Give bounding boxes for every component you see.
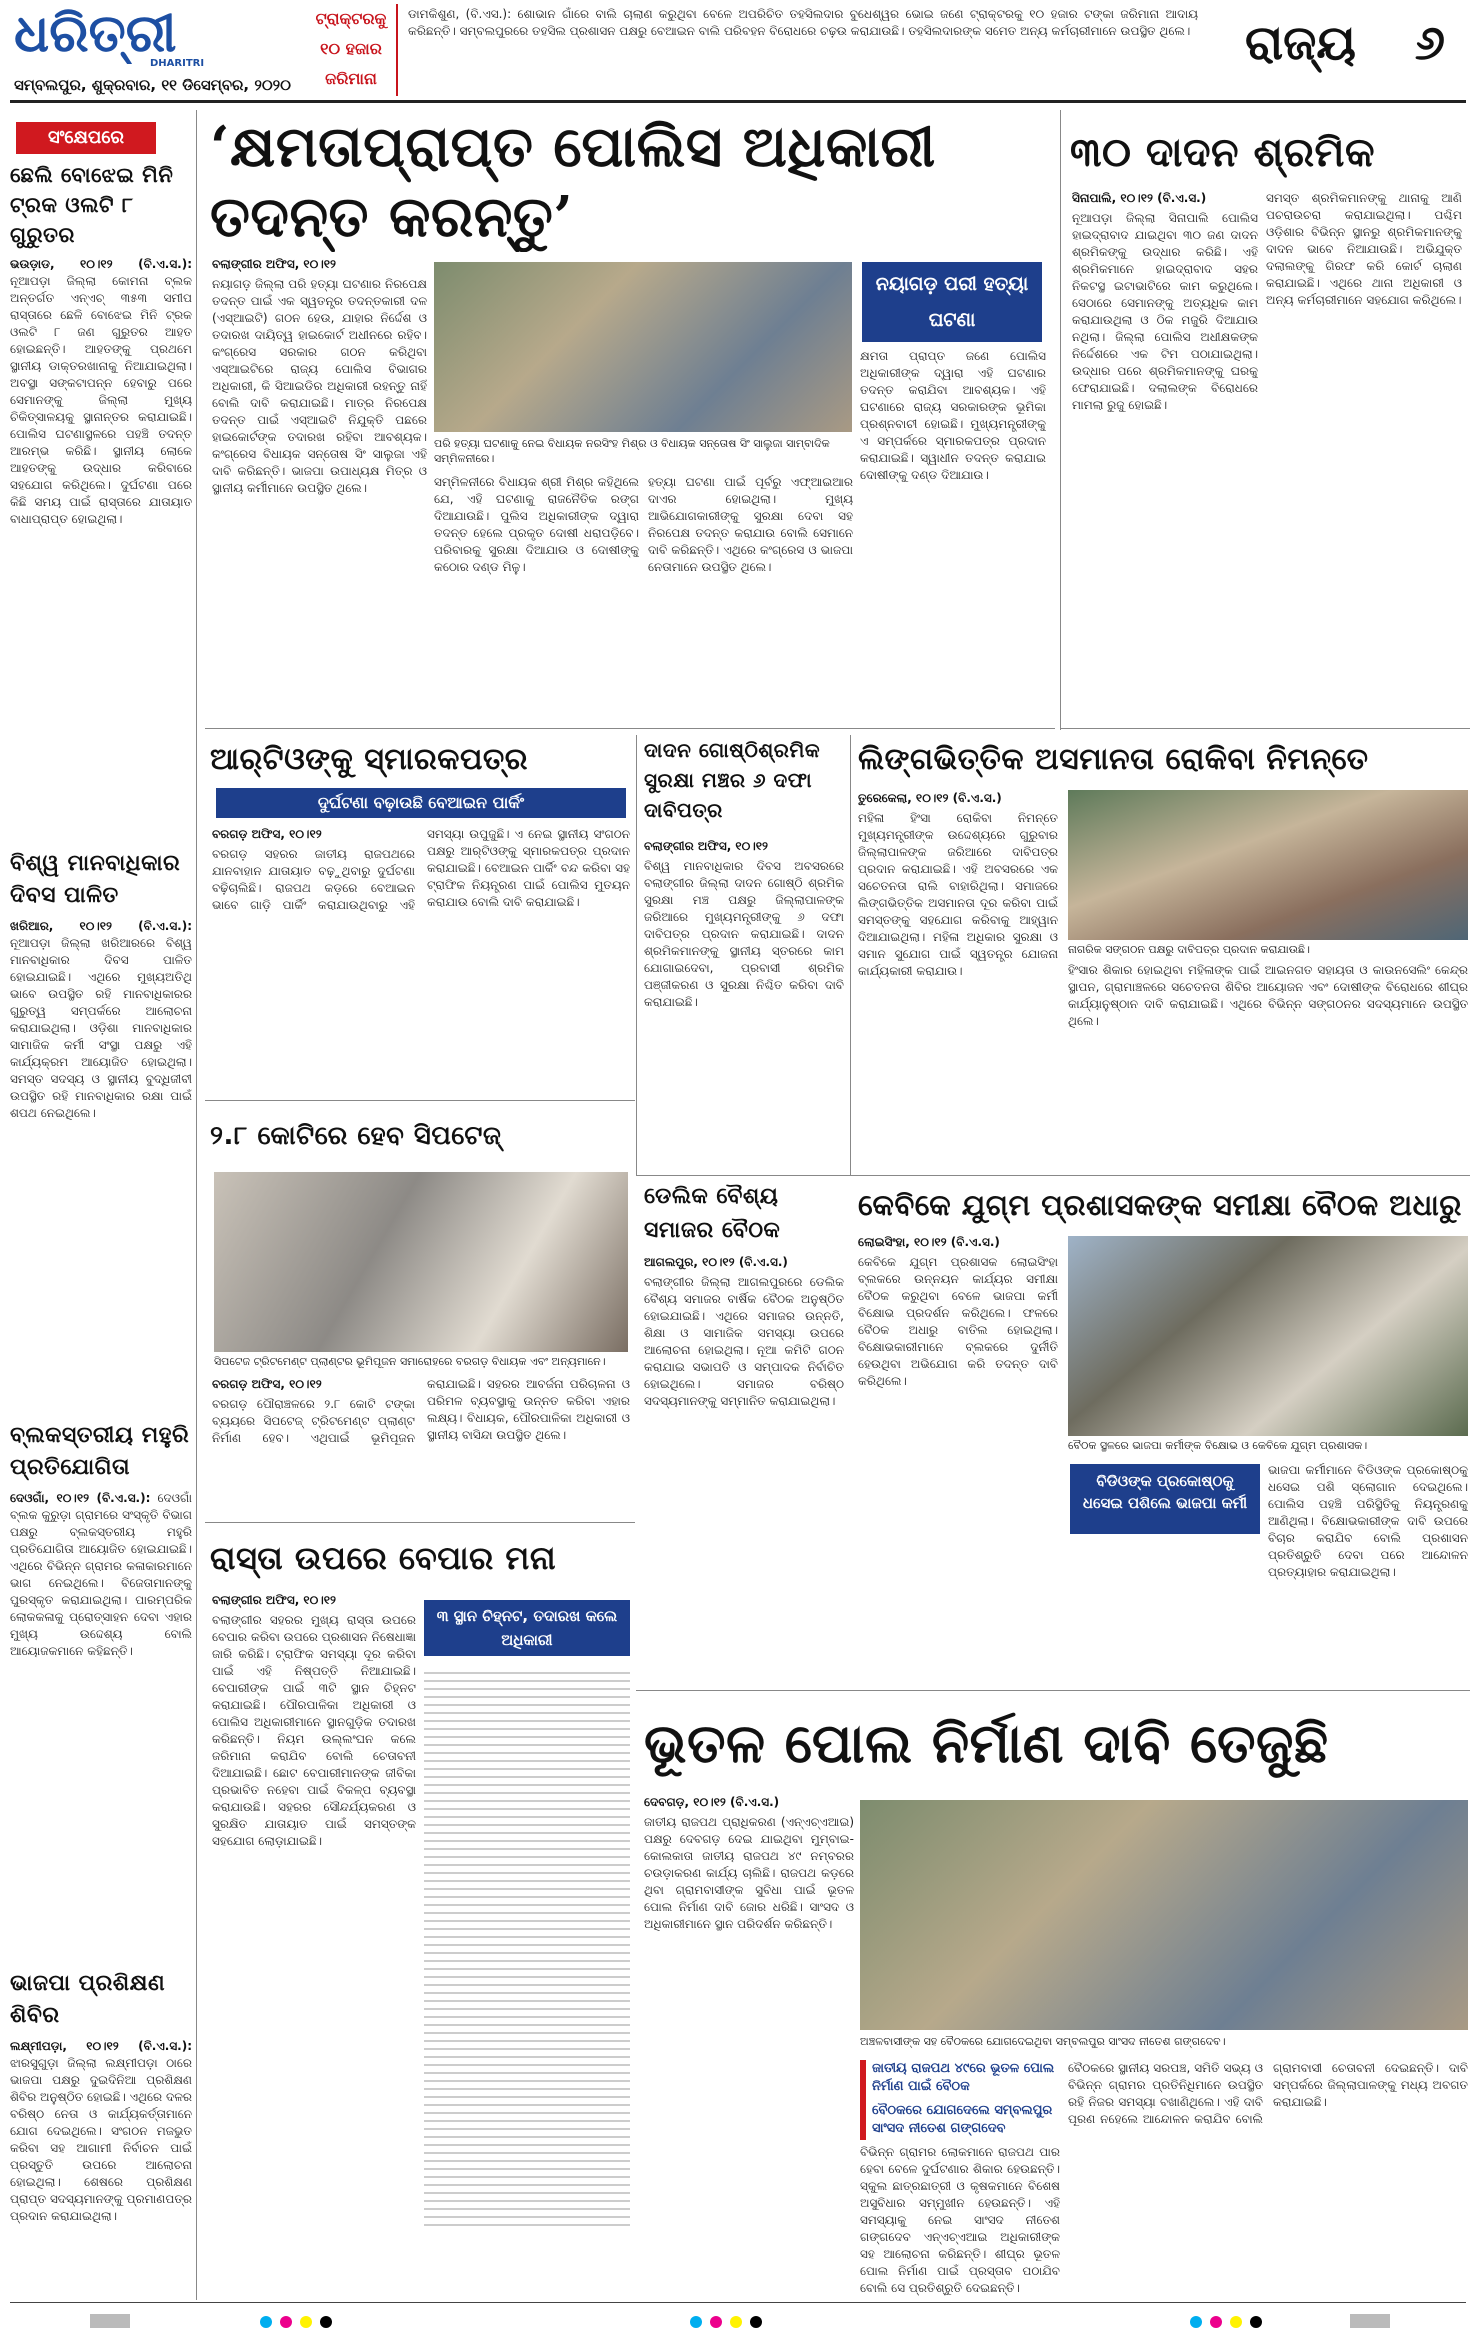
text-line — [424, 1808, 630, 1810]
text-line — [424, 1968, 630, 1970]
text-line — [424, 2152, 630, 2154]
footer-color-dots-1 — [260, 2314, 360, 2330]
vendor-col-1 — [212, 1592, 416, 2292]
text-line — [424, 2176, 630, 2178]
text-line — [424, 1944, 630, 1946]
text-line — [424, 1856, 630, 1858]
text-line — [424, 2136, 630, 2138]
text-line — [424, 1728, 630, 1730]
text-line — [424, 1744, 630, 1746]
logo — [14, 4, 244, 64]
text-line — [424, 2224, 630, 2226]
gender-headline: ଲିଙ୍ଗଭିତ୍ତିକ ଅସମାନତା ରୋକିବା ନିମନ୍ତେ — [858, 742, 1369, 777]
vendor-headline: ରାସ୍ତା ଉପରେ ବେପାର ମନା — [210, 1539, 557, 1577]
text-line — [424, 2000, 630, 2002]
text-line — [424, 2016, 630, 2018]
bridge-headline: ଭୂତଳ ପୋଲ ନିର୍ମାଣ ଦାବି ତେଜୁଛି — [644, 1711, 1329, 1775]
masthead — [0, 0, 1476, 100]
text-line — [424, 2104, 630, 2106]
gender-photo-caption: ନାଗରିକ ସଙ୍ଗଠନ ପକ୍ଷରୁ ଦାବିପତ୍ର ପ୍ରଦାନ କରାଯାଉଛି। — [1068, 943, 1310, 956]
text-line — [424, 1704, 630, 1706]
bridge-photo-caption: ଅଞ୍ଚଳବାସୀଙ୍କ ସହ ବୈଠକରେ ଯୋଗଦେଇଥିବା ସମ୍ବଲପୁର ସାଂସଦ ନୀତେଶ ଗଙ୍ଗଦେବ। — [860, 2035, 1226, 2048]
memo-body-wrap — [212, 826, 630, 1096]
text-line — [424, 1904, 630, 1906]
text-line — [424, 2128, 630, 2130]
teaser-label-2: ୧୦ ହଜାର — [320, 39, 382, 58]
text-line — [424, 1976, 630, 1978]
left-story-1-headline: ଛେଲି ବୋଝେଇ ମିନି ଟ୍ରକ ଓଲଟି ୮ ଗୁରୁତର — [10, 163, 174, 247]
text-line — [424, 1680, 630, 1682]
left-story-4-headline: ଭାଜପା ପ୍ରଶିକ୍ଷଣ ଶିବିର — [10, 1971, 166, 2028]
gender-dateline: ତୁରେକେଲା, ୧୦।୧୨ (ବି.ଏ.ସ.) — [858, 791, 1002, 805]
text-line — [424, 1992, 630, 1994]
vaishya-headline: ଡେଲିକ ବୈଶ୍ୟ ସମାଜର ବୈଠକ — [644, 1184, 781, 1243]
vaishya-body-wrap — [644, 1254, 844, 1684]
footer-gray-bar-right — [1350, 2314, 1390, 2328]
right-top-col-2 — [1266, 190, 1462, 725]
text-line — [424, 1912, 630, 1914]
text-line — [424, 1688, 630, 1690]
bridge-dateline: ଦେବଗଡ଼, ୧୦।୧୨ (ବି.ଏ.ସ.) — [644, 1795, 780, 1809]
text-line — [424, 1864, 630, 1866]
kbk-photo — [1068, 1236, 1468, 1436]
edition-line: ସମ୍ବଲପୁର, ଶୁକ୍ରବାର, ୧୧ ଡିସେମ୍ବର, ୨୦୨୦ — [14, 76, 292, 94]
text-line — [424, 2112, 630, 2114]
registration-dot — [280, 2316, 292, 2328]
left-story-3-headline: ବ୍ଲକସ୍ତରୀୟ ମହୁରି ପ୍ରତିଯୋଗିତା — [10, 1423, 190, 1480]
text-line — [424, 1824, 630, 1826]
kbk-body-1: କେବିକେ ଯୁଗ୍ମ ପ୍ରଶାସକ ଲୋଇସିଂହା ବ୍ଲକରେ ଉନ୍ନୟନ କାର୍ଯ୍ୟର ସମୀକ୍ଷା ବୈଠକ କରୁଥିବା ବେଳେ ଭାଜପା କର୍ମୀ ବିକ୍ଷୋଭ ପ୍ରଦର୍ଶନ କରିଥିଲେ। ଫଳରେ ବୈଠକ ଅଧାରୁ ବାତିଲ ହୋଇଥିଲା। ବିକ୍ଷୋଭକାରୀମାନେ ବ୍ଲକରେ ଦୁର୍ନୀତି ହେଉଥିବା ଅଭିଯୋଗ କରି ତଦନ୍ତ ଦାବି କରିଥିଲେ। — [858, 1255, 1058, 1388]
labour-body-wrap — [644, 838, 844, 1173]
registration-dot — [730, 2316, 742, 2328]
gender-body-2: ହିଂସାର ଶିକାର ହୋଇଥିବା ମହିଳାଙ୍କ ପାଇଁ ଆଇନଗତ ସହାୟତା ଓ କାଉନସେଲିଂ କେନ୍ଦ୍ର ସ୍ଥାପନ, ଗ୍ରାମାଞ୍ଚଳରେ ସଚେତନତା ଶିବିର ଆୟୋଜନ ଏବଂ ଦୋଷୀଙ୍କ ବିରୋଧରେ ଶୀଘ୍ର କାର୍ଯ୍ୟାନୁଷ୍ଠାନ ଦାବି କରାଯାଇଛି। ଏଥିରେ ବିଭିନ୍ନ ସଙ୍ଗଠନର ସଦସ୍ୟମାନେ ଉପସ୍ଥିତ ଥିଲେ। — [1068, 963, 1468, 1028]
left-story-4 — [10, 1968, 192, 2298]
plant-body: ବରଗଡ଼ ପୌରାଞ୍ଚଳରେ ୨.୮ କୋଟି ଟଙ୍କା ବ୍ୟୟରେ ସିପଟେଜ୍ ଟ୍ରିଟମେଣ୍ଟ ପ୍ଲାଣ୍ଟ ନିର୍ମାଣ ହେବ। ଏଥିପାଇଁ ଭୂମିପୂଜନ କରାଯାଇଛି। ସହରର ଆବର୍ଜନା ପରିଚାଳନା ଓ ପରିମଳ ବ୍ୟବସ୍ଥାକୁ ଉନ୍ନତ କରିବା ଏହାର ଲକ୍ଷ୍ୟ। ବିଧାୟକ, ପୌରପାଳିକା ଅଧିକାରୀ ଓ ସ୍ଥାନୀୟ ବାସିନ୍ଦା ଉପସ୍ଥିତ ଥିଲେ। — [212, 1377, 630, 1445]
text-line — [424, 2080, 630, 2082]
memo-dateline: ବରଗଡ଼ ଅଫିସ, ୧୦।୧୨ — [212, 827, 322, 841]
kbk-body-2: ଭାଜପା କର୍ମୀମାନେ ବିଡିଓଙ୍କ ପ୍ରକୋଷ୍ଠକୁ ଧସେଇ ପଶି ସ୍ଲୋଗାନ ଦେଇଥିଲେ। ପୋଲିସ ପହଞ୍ଚି ପରିସ୍ଥିତିକୁ ନିୟନ୍ତ୍ରଣକୁ ଆଣିଥିଲା। ବିକ୍ଷୋଭକାରୀଙ୍କ ଦାବି ଉପରେ ବିଚାର କରାଯିବ ବୋଲି ପ୍ରଶାସନ ପ୍ରତିଶ୍ରୁତି ଦେବା ପରେ ଆନ୍ଦୋଳନ ପ୍ରତ୍ୟାହାର କରାଯାଇଥିଲା। — [1268, 1463, 1468, 1579]
vaishya-body: ବଲାଙ୍ଗୀର ଜିଲ୍ଲା ଆଗଲପୁରରେ ଡେଲିକ ବୈଶ୍ୟ ସମାଜର ବାର୍ଷିକ ବୈଠକ ଅନୁଷ୍ଠିତ ହୋଇଯାଇଛି। ଏଥିରେ ସମାଜର ଉନ୍ନତି, ଶିକ୍ଷା ଓ ସାମାଜିକ ସମସ୍ୟା ଉପରେ ଆଲୋଚନା ହୋଇଥିଲା। ନୂଆ କମିଟି ଗଠନ କରାଯାଇ ସଭାପତି ଓ ସମ୍ପାଦକ ନିର୍ବାଚିତ ହୋଇଥିଲେ। ସମାଜର ବରିଷ୍ଠ ସଦସ୍ୟମାନଙ୍କୁ ସମ୍ମାନିତ କରାଯାଇଥିଲା। — [644, 1275, 844, 1408]
text-line — [424, 2008, 630, 2010]
bridge-box — [860, 2060, 1060, 2140]
right-top-col-1 — [1072, 190, 1258, 725]
right-top-dateline: ସିନାପାଲି, ୧୦।୧୨ (ବି.ଏ.ସ.) — [1072, 191, 1207, 205]
text-line — [424, 1696, 630, 1698]
vendor-dateline: ବଲାଙ୍ଗୀର ଅଫିସ, ୧୦।୧୨ — [212, 1593, 336, 1607]
registration-dot — [690, 2316, 702, 2328]
left-story-2-headline: ବିଶ୍ୱ ମାନବାଧିକାର ଦିବସ ପାଳିତ — [10, 851, 181, 908]
text-line — [424, 2184, 630, 2186]
lead-photo — [434, 262, 852, 432]
vendor-box-label: ୩ ସ୍ଥାନ ଚିହ୍ନଟ, ତଦାରଖ କଲେ ଅଧିକାରୀ — [424, 1600, 630, 1656]
lead-body-1: ନୟାଗଡ଼ ଜିଲ୍ଲା ପରି ହତ୍ୟା ଘଟଣାର ନିରପେକ୍ଷ ତଦନ୍ତ ପାଇଁ ଏକ ସ୍ୱତନ୍ତ୍ର ତଦନ୍ତକାରୀ ଦଳ (ଏସ୍‌ଆଇଟି) ଗଠନ ହେଉ, ଯାହାର ନିର୍ଦ୍ଦେଶ ଓ ତଦାରଖ ଦାୟିତ୍ୱ ହାଇକୋର୍ଟ ଅଧୀନରେ ରହିବ। କଂଗ୍ରେସ ସରକାର ଗଠନ କରିଥିବା ଏସ୍‌ଆଇଟିରେ ରାଜ୍ୟ ପୋଲିସ ବିଭାଗର ଅଧିକାରୀ, କି ସିଆଇଡିର ଅଧିକାରୀ ରହନ୍ତୁ ନାହିଁ ବୋଲି ଦାବି କରାଯାଇଛି। ମାତ୍ର ନିରପେକ୍ଷ ତଦନ୍ତ ପାଇଁ ଏସ୍‌ଆଇଟି ନିଯୁକ୍ତି ପଛରେ ହାଇକୋର୍ଟଙ୍କ ତଦାରଖ ରହିବା ଆବଶ୍ୟକ। କଂଗ୍ରେସ ବିଧାୟକ ସନ୍ତୋଷ ସିଂ ସାଲୁଜା ଏହି ଦାବି କରିଛନ୍ତି। ଭାଜପା ଉପାଧ୍ୟକ୍ଷ ମିତ୍ର ଓ ସ୍ଥାନୀୟ କର୍ମୀମାନେ ଉପସ୍ଥିତ ଥିଲେ। — [212, 277, 427, 495]
kbk-col-2 — [1268, 1462, 1468, 1684]
labour-dateline: ବଲାଙ୍ଗୀର ଅଫିସ, ୧୦।୧୨ — [644, 839, 768, 853]
labour-body: ବିଶ୍ୱ ମାନବାଧିକାର ଦିବସ ଅବସରରେ ବଲାଙ୍ଗୀର ଜିଲ୍ଲା ଦାଦନ ଗୋଷ୍ଠି ଶ୍ରମିକ ସୁରକ୍ଷା ମଞ୍ଚ ପକ୍ଷରୁ ଜିଲ୍ଲାପାଳଙ୍କ ଜରିଆରେ ମୁଖ୍ୟମନ୍ତ୍ରୀଙ୍କୁ ୬ ଦଫା ଦାବିପତ୍ର ପ୍ରଦାନ କରାଯାଇଛି। ଦାଦନ ଶ୍ରମିକମାନଙ୍କୁ ସ୍ଥାନୀୟ ସ୍ତରରେ କାମ ଯୋଗାଇଦେବା, ପ୍ରବାସୀ ଶ୍ରମିକ ପଞ୍ଜୀକରଣ ଓ ସୁରକ୍ଷା ନିଶ୍ଚିତ କରିବା ଦାବି କରାଯାଇଛି। — [644, 859, 844, 1009]
text-line — [424, 2040, 630, 2042]
text-line — [424, 1928, 630, 1930]
plant-dateline: ବରଗଡ଼ ଅଫିସ, ୧୦।୧୨ — [212, 1377, 322, 1391]
text-line — [424, 1768, 630, 1770]
bridge-col-3 — [1068, 2060, 1468, 2296]
gender-col-1 — [858, 790, 1058, 1170]
teaser-label-1: ଟ୍ରାକ୍ଟରକୁ — [315, 9, 387, 28]
vaishya-dateline: ଆଗଲପୁର, ୧୦।୧୨ (ବି.ଏ.ସ.) — [644, 1255, 788, 1269]
gender-photo — [1068, 790, 1468, 940]
kbk-dateline: ଲୋଇସିଂହା, ୧୦।୧୨ (ବି.ଏ.ସ.) — [858, 1235, 1000, 1249]
text-line — [424, 2048, 630, 2050]
footer-color-dots-2 — [690, 2314, 790, 2330]
lead-dateline: ବଲାଙ୍ଗୀର ଅଫିସ, ୧୦।୧୨ — [212, 257, 336, 271]
text-line — [424, 2096, 630, 2098]
bridge-col-1 — [644, 1794, 854, 2294]
text-line — [424, 1896, 630, 1898]
text-line — [424, 1816, 630, 1818]
vendor-body: ବଲାଙ୍ଗୀର ସହରର ମୁଖ୍ୟ ରାସ୍ତା ଉପରେ ବେପାର କରିବା ଉପରେ ପ୍ରଶାସନ ନିଷେଧାଜ୍ଞା ଜାରି କରିଛି। ଟ୍ରାଫିକ ସମସ୍ୟା ଦୂର କରିବା ପାଇଁ ଏହି ନିଷ୍ପତ୍ତି ନିଆଯାଇଛି। ବେପାରୀଙ୍କ ପାଇଁ ୩ଟି ସ୍ଥାନ ଚିହ୍ନଟ କରାଯାଇଛି। ପୌରପାଳିକା ଅଧିକାରୀ ଓ ପୋଲିସ ଅଧିକାରୀମାନେ ସ୍ଥାନଗୁଡ଼ିକ ତଦାରଖ କରିଛନ୍ତି। ନିୟମ ଉଲ୍ଲଂଘନ କଲେ ଜରିମାନା କରାଯିବ ବୋଲି ଚେତାବନୀ ଦିଆଯାଇଛି। ଛୋଟ ବେପାରୀମାନଙ୍କ ଜୀବିକା ପ୍ରଭାବିତ ନହେବା ପାଇଁ ବିକଳ୍ପ ବ୍ୟବସ୍ଥା କରାଯାଉଛି। ସହରର ସୌନ୍ଦର୍ଯ୍ୟକରଣ ଓ ସୁରକ୍ଷିତ ଯାତାୟାତ ପାଇଁ ସମସ୍ତଙ୍କ ସହଯୋଗ ଲୋଡ଼ାଯାଇଛି। — [212, 1613, 416, 1848]
lead-headline: ‘କ୍ଷମତାପ୍ରାପ୍ତ ପୋଲିସ ଅଧିକାରୀ ତଦନ୍ତ କରନ୍ତୁ’ — [210, 114, 936, 250]
bridge-body-2: ବିଭିନ୍ନ ଗ୍ରାମର ଲୋକମାନେ ରାଜପଥ ପାର ହେବା ବେଳେ ଦୁର୍ଘଟଣାର ଶିକାର ହେଉଛନ୍ତି। ସ୍କୁଲ ଛାତ୍ରଛାତ୍ରୀ ଓ କୃଷକମାନେ ବିଶେଷ ଅସୁବିଧାର ସମ୍ମୁଖୀନ ହେଉଛନ୍ତି। ଏହି ସମସ୍ୟାକୁ ନେଇ ସାଂସଦ ନୀତେଶ ଗଙ୍ଗଦେବ ଏନ୍‌ଏଚ୍‌ଏଆଇ ଅଧିକାରୀଙ୍କ ସହ ଆଲୋଚନା କରିଛନ୍ତି। ଶୀଘ୍ର ଭୂତଳ ପୋଲ ନିର୍ମାଣ ପାଇଁ ପ୍ରସ୍ତାବ ପଠାଯିବ ବୋଲି ସେ ପ୍ରତିଶ୍ରୁତି ଦେଇଛନ୍ତି। — [860, 2145, 1060, 2295]
text-line — [424, 1792, 630, 1794]
bridge-box-1: ଜାତୀୟ ରାଜପଥ ୪୯ରେ ଭୂତଳ ପୋଲ ନିର୍ମାଣ ପାଇଁ ବୈଠକ — [872, 2061, 1055, 2094]
left-story-4-dateline: ଲକ୍ଷ୍ମୀପଡ଼ା, ୧୦।୧୨ (ବି.ଏ.ସ.): — [10, 2039, 192, 2053]
left-story-2 — [10, 848, 192, 1308]
plant-headline: ୨.୮ କୋଟିରେ ହେବ ସିପଟେଜ୍ — [210, 1121, 502, 1151]
lead-col-2 — [434, 474, 639, 724]
bridge-body-1: ଜାତୀୟ ରାଜପଥ ପ୍ରାଧିକରଣ (ଏନ୍‌ଏଚ୍‌ଏଆଇ) ପକ୍ଷରୁ ଦେବଗଡ଼ ଦେଇ ଯାଇଥିବା ମୁମ୍ବାଇ-କୋଲକାତା ଜାତୀୟ ରାଜପଥ ୪୯ ନମ୍ବରର ଚଉଡ଼ାକରଣ କାର୍ଯ୍ୟ ଚାଲିଛି। ରାଜପଥ କଡ଼ରେ ଥିବା ଗ୍ରାମବାସୀଙ୍କ ସୁବିଧା ପାଇଁ ଭୂତଳ ପୋଲ ନିର୍ମାଣ ଦାବି ଜୋର ଧରିଛି। ସାଂସଦ ଓ ଅଧିକାରୀମାନେ ସ୍ଥାନ ପରିଦର୍ଶନ କରିଛନ୍ତି। — [644, 1815, 854, 1931]
kbk-headline: କେବିକେ ଯୁଗ୍ମ ପ୍ରଶାସକଙ୍କ ସମୀକ୍ଷା ବୈଠକ ଅଧାରୁ — [858, 1188, 1462, 1222]
text-line — [424, 2056, 630, 2058]
lead-side-body: କ୍ଷମତା ପ୍ରାପ୍ତ ଜଣେ ପୋଲିସ ଅଧିକାରୀଙ୍କ ଦ୍ୱାରା ଏହି ଘଟଣାର ତଦନ୍ତ କରାଯିବା ଆବଶ୍ୟକ। ଏହି ଘଟଣାରେ ରାଜ୍ୟ ସରକାରଙ୍କ ଭୂମିକା ପ୍ରଶ୍ନବାଚୀ ହୋଇଛି। ମୁଖ୍ୟମନ୍ତ୍ରୀଙ୍କୁ ଏ ସମ୍ପର୍କରେ ସ୍ମାରକପତ୍ର ପ୍ରଦାନ କରାଯାଇଛି। ସ୍ୱାଧୀନ ତଦନ୍ତ କରାଯାଇ ଦୋଷୀଙ୍କୁ ଦଣ୍ଡ ଦିଆଯାଉ। — [860, 349, 1046, 482]
registration-dot — [750, 2316, 762, 2328]
registration-dot — [300, 2316, 312, 2328]
left-story-1-dateline: ଭଉଡ଼ାଡ, ୧୦।୧୨ (ବି.ଏ.ସ.): — [10, 257, 192, 271]
text-line — [424, 1888, 630, 1890]
labour-headline: ଦାଦନ ଗୋଷ୍ଠିଶ୍ରମିକ ସୁରକ୍ଷା ମଞ୍ଚର ୬ ଦଫା ଦାବିପତ୍ର — [644, 738, 821, 822]
text-line — [424, 2216, 630, 2218]
teaser-text: ଡାମକିଶୁଣ, (ବି.ଏସ.): ଶୋଭାନ ଗାଁରେ ବାଲି ଚାଲାଣ କରୁଥିବା ବେଳେ ଅପରିଚିତ ତହସିଲଦାର ବୁଧେଶ୍ୱର ଭୋଇ ଜଣେ ଟ୍ରାକ୍ଟରକୁ ୧୦ ହଜାର ଟଙ୍କା ଜରିମାନା ଆଦାୟ କରିଛନ୍ତି। ସମ୍ବଲପୁରରେ ତହସିଲ ପ୍ରଶାସନ ପକ୍ଷରୁ ବେଆଇନ ବାଲି ପରିବହନ ବିରୋଧରେ ଚଢ଼ଉ କରାଯାଉଛି। ତହସିଲଦାରଙ୍କ ସମେତ ଅନ୍ୟ କର୍ମଚାରୀମାନେ ଉପସ୍ଥିତ ଥିଲେ। — [408, 7, 1198, 38]
plant-body-wrap — [212, 1376, 630, 1516]
left-story-1 — [10, 160, 192, 860]
vendor-col-2-lines — [424, 1666, 630, 2286]
right-top-body-2: ସମସ୍ତ ଶ୍ରମିକମାନଙ୍କୁ ଥାନାକୁ ଆଣି ପଚରାଉଚରା କରାଯାଇଥିଲା। ପଶ୍ଚିମ ଓଡ଼ିଶାର ବିଭିନ୍ନ ସ୍ଥାନରୁ ଶ୍ରମିକମାନଙ୍କୁ ଦାଦନ ଭାବେ ନିଆଯାଉଛି। ଅଭିଯୁକ୍ତ ଦଲାଲଙ୍କୁ ଗିରଫ କରି କୋର୍ଟ ଚାଲାଣ କରାଯାଇଛି। ଏଥିରେ ଥାନା ଅଧିକାରୀ ଓ ଅନ୍ୟ କର୍ମଚାରୀମାନେ ସହଯୋଗ କରିଥିଲେ। — [1266, 191, 1462, 307]
lead-body-2: ସମ୍ମିଳନୀରେ ବିଧାୟକ ଶ୍ରୀ ମିଶ୍ର କହିଥିଲେ ଯେ, ଏହି ଘଟଣାକୁ ରାଜନୈତିକ ରଙ୍ଗ ଦିଆଯାଉଛି। ପୁଲିସ ଅଧିକାରୀଙ୍କ ଦ୍ୱାରା ତଦନ୍ତ ହେଲେ ପ୍ରକୃତ ଦୋଷୀ ଧରାପଡ଼ିବେ। ପରିବାରକୁ ସୁରକ୍ଷା ଦିଆଯାଉ ଓ ଦୋଷୀଙ୍କୁ କଠୋର ଦଣ୍ଡ ମିଳୁ। — [434, 475, 639, 574]
bridge-col-2 — [860, 2144, 1060, 2296]
bridge-body-3: ବୈଠକରେ ସ୍ଥାନୀୟ ସରପଞ୍ଚ, ସମିତି ସଭ୍ୟ ଓ ବିଭିନ୍ନ ଗ୍ରାମର ପ୍ରତିନିଧିମାନେ ଉପସ୍ଥିତ ରହି ନିଜର ସମସ୍ୟା ବଖାଣିଥିଲେ। ଏହି ଦାବି ପୂରଣ ନହେଲେ ଆନ୍ଦୋଳନ କରାଯିବ ବୋଲି ଗ୍ରାମବାସୀ ଚେତାବନୀ ଦେଇଛନ୍ତି। ଦାବି ସମ୍ପର୍କରେ ଜିଲ୍ଲାପାଳଙ୍କୁ ମଧ୍ୟ ଅବଗତ କରାଯାଇଛି। — [1068, 2061, 1468, 2126]
text-line — [424, 1872, 630, 1874]
left-story-2-dateline: ଖରିଆର, ୧୦।୧୨ (ବି.ଏ.ସ.): — [10, 919, 192, 933]
text-line — [424, 1832, 630, 1834]
text-line — [424, 1840, 630, 1842]
teaser-label-3: ଜରିମାନା — [325, 69, 377, 88]
left-story-3-body: ଦେଓଗାଁ ବ୍ଲକ କୁରୁଡ଼ା ଗ୍ରାମରେ ସଂସ୍କୃତି ବିଭାଗ ପକ୍ଷରୁ ବ୍ଲକସ୍ତରୀୟ ମହୁରି ପ୍ରତିଯୋଗିତା ଆୟୋଜିତ ହୋଇଯାଇଛି। ଏଥିରେ ବିଭିନ୍ନ ଗ୍ରାମର କଳାକାରମାନେ ଭାଗ ନେଇଥିଲେ। ବିଜେତାମାନଙ୍କୁ ପୁରସ୍କୃତ କରାଯାଇଥିଲା। ପାରମ୍ପରିକ ଲୋକକଳାକୁ ପ୍ରୋତ୍ସାହନ ଦେବା ଏହାର ମୁଖ୍ୟ ଉଦ୍ଦେଶ୍ୟ ବୋଲି ଆୟୋଜକମାନେ କହିଛନ୍ତି। — [10, 1491, 192, 1658]
text-line — [424, 2088, 630, 2090]
text-line — [424, 2208, 630, 2210]
registration-dot — [320, 2316, 332, 2328]
lead-col-1 — [212, 256, 427, 726]
footer-gray-bar-left — [90, 2314, 130, 2328]
text-line — [424, 1712, 630, 1714]
memo-sub-label: ଦୁର୍ଘଟଣା ବଢ଼ାଉଛି ବେଆଇନ ପାର୍କିଂ — [216, 788, 626, 818]
left-story-2-body: ନୂଆପଡ଼ା ଜିଲ୍ଲା ଖରିଆରରେ ବିଶ୍ୱ ମାନବାଧିକାର ଦିବସ ପାଳିତ ହୋଇଯାଇଛି। ଏଥିରେ ମୁଖ୍ୟଅତିଥି ଭାବେ ଉପସ୍ଥିତ ରହି ମାନବାଧିକାରର ଗୁରୁତ୍ୱ ସମ୍ପର୍କରେ ଆଲୋଚନା କରାଯାଇଥିଲା। ଓଡ଼ିଶା ମାନବାଧିକାର ସାମାଜିକ କର୍ମୀ ସଂସ୍ଥା ପକ୍ଷରୁ ଏହି କାର୍ଯ୍ୟକ୍ରମ ଆୟୋଜିତ ହୋଇଥିଲା। ସମସ୍ତ ସଦସ୍ୟ ଓ ସ୍ଥାନୀୟ ବୁଦ୍ଧିଜୀବୀ ଉପସ୍ଥିତ ରହି ମାନବାଧିକାର ରକ୍ଷା ପାଇଁ ଶପଥ ନେଇଥିଲେ। — [10, 936, 192, 1120]
text-line — [424, 1752, 630, 1754]
teaser-label — [306, 4, 398, 96]
left-story-4-body: ଝାରସୁଗୁଡ଼ା ଜିଲ୍ଲା ଲକ୍ଷ୍ମୀପଡ଼ା ଠାରେ ଭାଜପା ପକ୍ଷରୁ ଦୁଇଦିନିଆ ପ୍ରଶିକ୍ଷଣ ଶିବିର ଅନୁଷ୍ଠିତ ହୋଇଛି। ଏଥିରେ ଦଳର ବରିଷ୍ଠ ନେତା ଓ କାର୍ଯ୍ୟକର୍ତ୍ତାମାନେ ଯୋଗ ଦେଇଥିଲେ। ସଂଗଠନ ମଜଭୁତ କରିବା ସହ ଆଗାମୀ ନିର୍ବାଚନ ପାଇଁ ପ୍ରସ୍ତୁତି ଉପରେ ଆଲୋଚନା ହୋଇଥିଲା। ଶେଷରେ ପ୍ରଶିକ୍ଷଣ ପ୍ରାପ୍ତ ସଦସ୍ୟମାନଙ୍କୁ ପ୍ରମାଣପତ୍ର ପ୍ରଦାନ କରାଯାଇଥିଲା। — [10, 2056, 192, 2223]
bridge-box-2: ବୈଠକରେ ଯୋଗଦେଲେ ସମ୍ବଲପୁର ସାଂସଦ ନୀତେଶ ଗଙ୍ଗଦେବ — [872, 2103, 1053, 2136]
text-line — [424, 1776, 630, 1778]
left-story-3-dateline: ଦେଓଗାଁ, ୧୦।୧୨ (ବି.ଏ.ସ.): — [10, 1491, 151, 1505]
left-story-1-body: ନୂଆପଡ଼ା ଜିଲ୍ଲା କୋମନା ବ୍ଲକ ଅନ୍ତର୍ଗତ ଏନ୍‌ଏଚ୍ ୩୫୩ ସମୀପ ରାସ୍ତାରେ ଛେଳି ବୋଝେଇ ମିନି ଟ୍ରକ ଓଲଟି ୮ ଜଣ ଗୁରୁତର ଆହତ ହୋଇଛନ୍ତି। ଆହତଙ୍କୁ ପ୍ରଥମେ ସ୍ଥାନୀୟ ଡାକ୍ତରଖାନାକୁ ନିଆଯାଇଥିଲା। ଅବସ୍ଥା ସଙ୍କଟାପନ୍ନ ହେବାରୁ ପରେ ସେମାନଙ୍କୁ ଜିଲ୍ଲା ମୁଖ୍ୟ ଚିକିତ୍ସାଳୟକୁ ସ୍ଥାନାନ୍ତର କରାଯାଇଛି। ପୋଲିସ ଘଟଣାସ୍ଥଳରେ ପହଞ୍ଚି ତଦନ୍ତ ଆରମ୍ଭ କରିଛି। ସ୍ଥାନୀୟ ଲୋକେ ଆହତଙ୍କୁ ଉଦ୍ଧାର କରିବାରେ ସହଯୋଗ କରିଥିଲେ। ଦୁର୍ଘଟଣା ପରେ କିଛି ସମୟ ପାଇଁ ରାସ୍ତାରେ ଯାତାୟାତ ବାଧାପ୍ରାପ୍ତ ହୋଇଥିଲା। — [10, 274, 192, 526]
text-line — [424, 1760, 630, 1762]
right-top-body-1: ନୂଆପଡ଼ା ଜିଲ୍ଲା ସିନାପାଲି ପୋଲିସ ହାଇଦ୍ରାବାଦ ଯାଇଥିବା ୩୦ ଜଣ ଦାଦନ ଶ୍ରମିକଙ୍କୁ ଉଦ୍ଧାର କରିଛି। ଏହି ଶ୍ରମିକମାନେ ହାଇଦ୍ରାବାଦ ସହର ନିକଟସ୍ଥ ଇଟାଭାଟିରେ କାମ କରୁଥିଲେ। ସେଠାରେ ସେମାନଙ୍କୁ ଅତ୍ୟଧିକ କାମ କରାଯାଉଥିଲା ଓ ଠିକ ମଜୁରି ଦିଆଯାଉ ନଥିଲା। ଜିଲ୍ଲା ପୋଲିସ ଅଧୀକ୍ଷକଙ୍କ ନିର୍ଦ୍ଦେଶରେ ଏକ ଟିମ ପଠାଯାଇଥିଲା। ଉଦ୍ଧାର ପରେ ଶ୍ରମିକମାନଙ୍କୁ ଘରକୁ ଫେରାଯାଇଛି। ଦଲାଲଙ୍କ ବିରୋଧରେ ମାମଲା ରୁଜୁ ହୋଇଛି। — [1072, 211, 1258, 412]
lead-col-3 — [648, 474, 853, 724]
lead-side-label: ନୟାଗଡ଼ ପରୀ ହତ୍ୟା ଘଟଣା — [862, 262, 1042, 342]
text-line — [424, 1736, 630, 1738]
text-line — [424, 2168, 630, 2170]
left-story-3 — [10, 1420, 192, 1920]
gender-col-2 — [1068, 962, 1468, 1172]
registration-dot — [1190, 2316, 1202, 2328]
text-line — [424, 1720, 630, 1722]
memo-headline: ଆର୍‌ଟିଓଙ୍କୁ ସ୍ମାରକପତ୍ର — [210, 742, 529, 777]
text-line — [424, 1672, 630, 1674]
text-line — [424, 2192, 630, 2194]
text-line — [424, 1848, 630, 1850]
lead-body-3: ହତ୍ୟା ଘଟଣା ପାଇଁ ପୂର୍ବରୁ ଏଫ୍‌ଆଇଆର ଦାଏର ହୋଇଥିଲା। ମୁଖ୍ୟ ଆଭିଯୋଗକାରୀଙ୍କୁ ସୁରକ୍ଷା ଦେବା ସହ ନିରପେକ୍ଷ ତଦନ୍ତ କରାଯାଉ ବୋଲି ସେମାନେ ଦାବି କରିଛନ୍ତି। ଏଥିରେ କଂଗ୍ରେସ ଓ ଭାଜପା ନେତାମାନେ ଉପସ୍ଥିତ ଥିଲେ। — [648, 475, 853, 574]
text-line — [424, 2144, 630, 2146]
page-number: ୬ — [1414, 15, 1446, 71]
bridge-photo — [860, 1800, 1468, 2030]
section-name: ରାଜ୍ୟ — [1245, 15, 1356, 71]
text-line — [424, 1800, 630, 1802]
kbk-col-1 — [858, 1234, 1058, 1684]
text-line — [424, 2032, 630, 2034]
text-line — [424, 2072, 630, 2074]
text-line — [424, 1880, 630, 1882]
registration-dot — [1250, 2316, 1262, 2328]
text-line — [424, 1936, 630, 1938]
registration-dot — [1210, 2316, 1222, 2328]
memo-body: ବରଗଡ଼ ସହରର ଜାତୀୟ ରାଜପଥରେ ଯାନବାହାନ ଯାତାୟାତ ବଢ଼ୁଥିବାରୁ ଦୁର୍ଘଟଣା ବଢ଼ିଚାଲିଛି। ରାଜପଥ କଡ଼ରେ ବେଆଇନ ଭାବେ ଗାଡ଼ି ପାର୍କିଂ କରାଯାଉଥିବାରୁ ଏହି ସମସ୍ୟା ଉପୁଜୁଛି। ଏ ନେଇ ସ୍ଥାନୀୟ ସଂଗଠନ ପକ୍ଷରୁ ଆର୍‌ଟିଓଙ୍କୁ ସ୍ମାରକପତ୍ର ପ୍ରଦାନ କରାଯାଇଛି। ବେଆଇନ ପାର୍କିଂ ବନ୍ଦ କରିବା ସହ ଟ୍ରାଫିକ ନିୟନ୍ତ୍ରଣ ପାଇଁ ପୋଲିସ ମୁତୟନ କରାଯାଉ ବୋଲି ଦାବି କରାଯାଇଛି। — [212, 827, 630, 912]
text-line — [424, 1960, 630, 1962]
gender-body-1: ମହିଳା ହିଂସା ରୋକିବା ନିମନ୍ତେ ମୁଖ୍ୟମନ୍ତ୍ରୀଙ୍କ ଉଦ୍ଦେଶ୍ୟରେ ଗୁରୁବାର ଜିଲ୍ଲାପାଳଙ୍କ ଜରିଆରେ ଦାବିପତ୍ର ପ୍ରଦାନ କରାଯାଇଛି। ଏହି ଅବସରରେ ଏକ ସଚେତନତା ରାଲି ବାହାରିଥିଲା। ସମାଜରେ ଲିଙ୍ଗଭିତ୍ତିକ ଅସମାନତା ଦୂର କରିବା ପାଇଁ ସମସ୍ତଙ୍କୁ ସହଯୋଗ କରିବାକୁ ଆହ୍ୱାନ ଦିଆଯାଇଥିଲା। ମହିଳା ଅଧିକାର ସୁରକ୍ଷା ଓ ସମାନ ସୁଯୋଗ ପାଇଁ ସ୍ୱତନ୍ତ୍ର ଯୋଜନା କାର୍ଯ୍ୟକାରୀ କରାଯାଉ। — [858, 811, 1058, 978]
right-top-headline: ୩୦ ଦାଦନ ଶ୍ରମିକ — [1070, 130, 1376, 176]
text-line — [424, 1784, 630, 1786]
plant-photo — [214, 1172, 628, 1352]
logo-sub: DHARITRI — [150, 58, 205, 69]
brief-label: ସଂକ୍ଷେପରେ — [16, 122, 156, 154]
text-line — [424, 2200, 630, 2202]
kbk-photo-caption: ବୈଠକ ସ୍ଥଳରେ ଭାଜପା କର୍ମୀଙ୍କ ବିକ୍ଷୋଭ ଓ କେବିକେ ଯୁଗ୍ମ ପ୍ରଶାସକ। — [1068, 1439, 1368, 1452]
text-line — [424, 2064, 630, 2066]
text-line — [424, 1952, 630, 1954]
text-line — [424, 2024, 630, 2026]
text-line — [424, 1920, 630, 1922]
footer-registration-marks — [0, 2308, 1476, 2336]
footer-color-dots-3 — [1190, 2314, 1290, 2330]
text-line — [424, 1984, 630, 1986]
registration-dot — [260, 2316, 272, 2328]
lead-photo-caption: ପରି ହତ୍ୟା ଘଟଣାକୁ ନେଇ ବିଧାୟକ ନରସିଂହ ମିଶ୍ର ଓ ବିଧାୟକ ସନ୍ତୋଷ ସିଂ ସାଲୁଜା ସାମ୍ବାଦିକ ସମ୍ମିଳନୀରେ। — [434, 437, 830, 465]
plant-photo-caption: ସିପଟେଜ ଟ୍ରିଟମେଣ୍ଟ ପ୍ଲାଣ୍ଟର ଭୂମିପୂଜନ ସମାରୋହରେ ବରଗଡ଼ ବିଧାୟକ ଏବଂ ଅନ୍ୟମାନେ। — [214, 1355, 606, 1368]
registration-dot — [710, 2316, 722, 2328]
kbk-box-label: ବିଡିଓଙ୍କ ପ୍ରକୋଷ୍ଠକୁ ଧସେଇ ପଶିଲେ ଭାଜପା କର୍ମୀ — [1070, 1464, 1260, 1534]
text-line — [424, 2120, 630, 2122]
registration-dot — [1230, 2316, 1242, 2328]
text-line — [424, 2160, 630, 2162]
logo-text: ଧରିତ୍ରୀ — [14, 4, 177, 64]
